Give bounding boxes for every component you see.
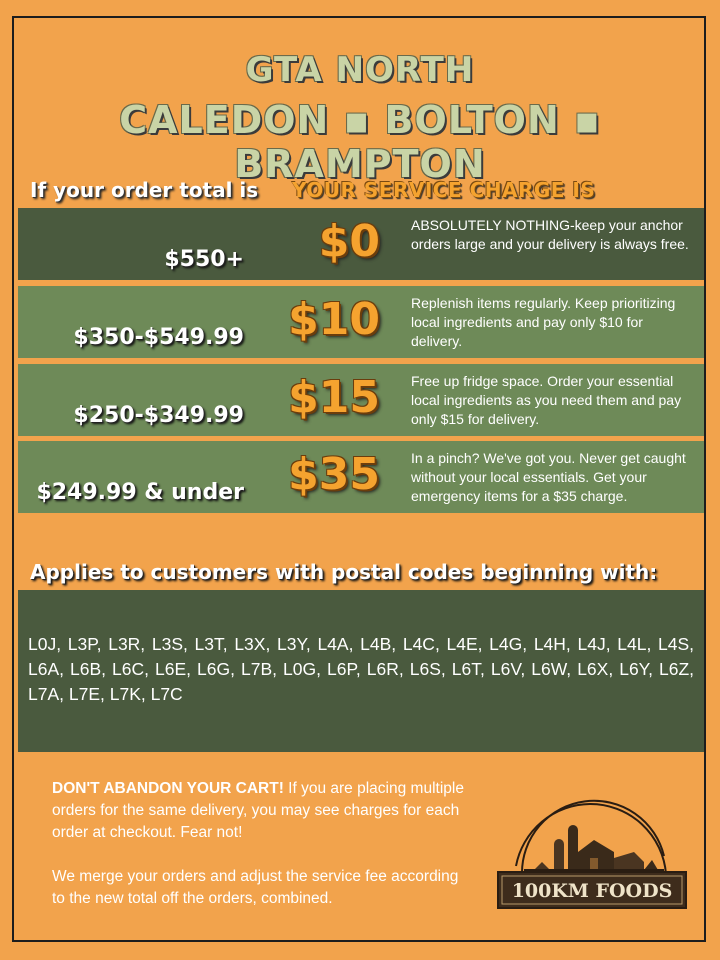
cart-notice-merge-text: We merge your orders and adjust the service fee according to the new total off the orders, combined. <box>52 868 459 907</box>
order-total-heading: If your order total is <box>30 178 259 202</box>
tier-range: $350-$549.99 <box>73 325 244 350</box>
tier-row-350 <box>18 286 704 358</box>
tier-description: Free up fridge space. Order your essential local ingredients as you need them and pay only $15 for delivery. <box>411 373 682 427</box>
logo-text: 100KM FOODS <box>511 880 673 902</box>
postal-codes-heading: Applies to customers with postal codes beginning with: <box>30 560 658 584</box>
farm-barn-silo-icon <box>516 801 666 874</box>
tier-row-550-plus <box>18 208 704 280</box>
service-charge-heading: YOUR SERVICE CHARGE IS <box>292 178 596 202</box>
page-title-cities: CALEDON ▪ BOLTON ▪ BRAMPTON <box>119 98 601 186</box>
postal-codes-box <box>18 590 704 752</box>
tier-row-under-250 <box>18 441 704 513</box>
tier-charge: $15 <box>288 372 380 423</box>
tier-range: $249.99 & under <box>36 480 244 505</box>
tier-description: In a pinch? We've got you. Never get caught without your local essentials. Get your emergency items for a $35 charge. <box>411 450 686 504</box>
100km-foods-logo <box>494 796 690 916</box>
tier-description: ABSOLUTELY NOTHING-keep your anchor orders large and your delivery is always free. <box>411 217 689 252</box>
tier-charge: $35 <box>288 449 380 500</box>
cart-notice-headline: DON'T ABANDON YOUR CART! <box>52 780 284 797</box>
tier-range: $550+ <box>164 247 244 272</box>
page-title-region: GTA NORTH <box>245 50 475 90</box>
tier-description: Replenish items regularly. Keep prioritizing local ingredients and pay only $10 for delivery. <box>411 295 676 349</box>
tier-row-250 <box>18 364 704 436</box>
tier-range: $250-$349.99 <box>73 403 244 428</box>
cart-notice-text: If you are placing multiple orders for the same delivery, you may see charges for each order at checkout. Fear not! <box>52 780 464 841</box>
cart-notice <box>52 778 472 910</box>
tier-charge: $0 <box>318 216 380 267</box>
tier-charge: $10 <box>288 294 380 345</box>
postal-codes-list: L0J, L3P, L3R, L3S, L3T, L3X, L3Y, L4A, L4B, L4C, L4E, L4G, L4H, L4J, L4L, L4S, L6A, L6B, L6C, L6E, L6G, L7B, L0G, L6P, L6R, L6S, L6T, L6V, L6W, L6X, L6Y, L6Z, L7A, L7E, L7K, L7C <box>28 634 694 704</box>
